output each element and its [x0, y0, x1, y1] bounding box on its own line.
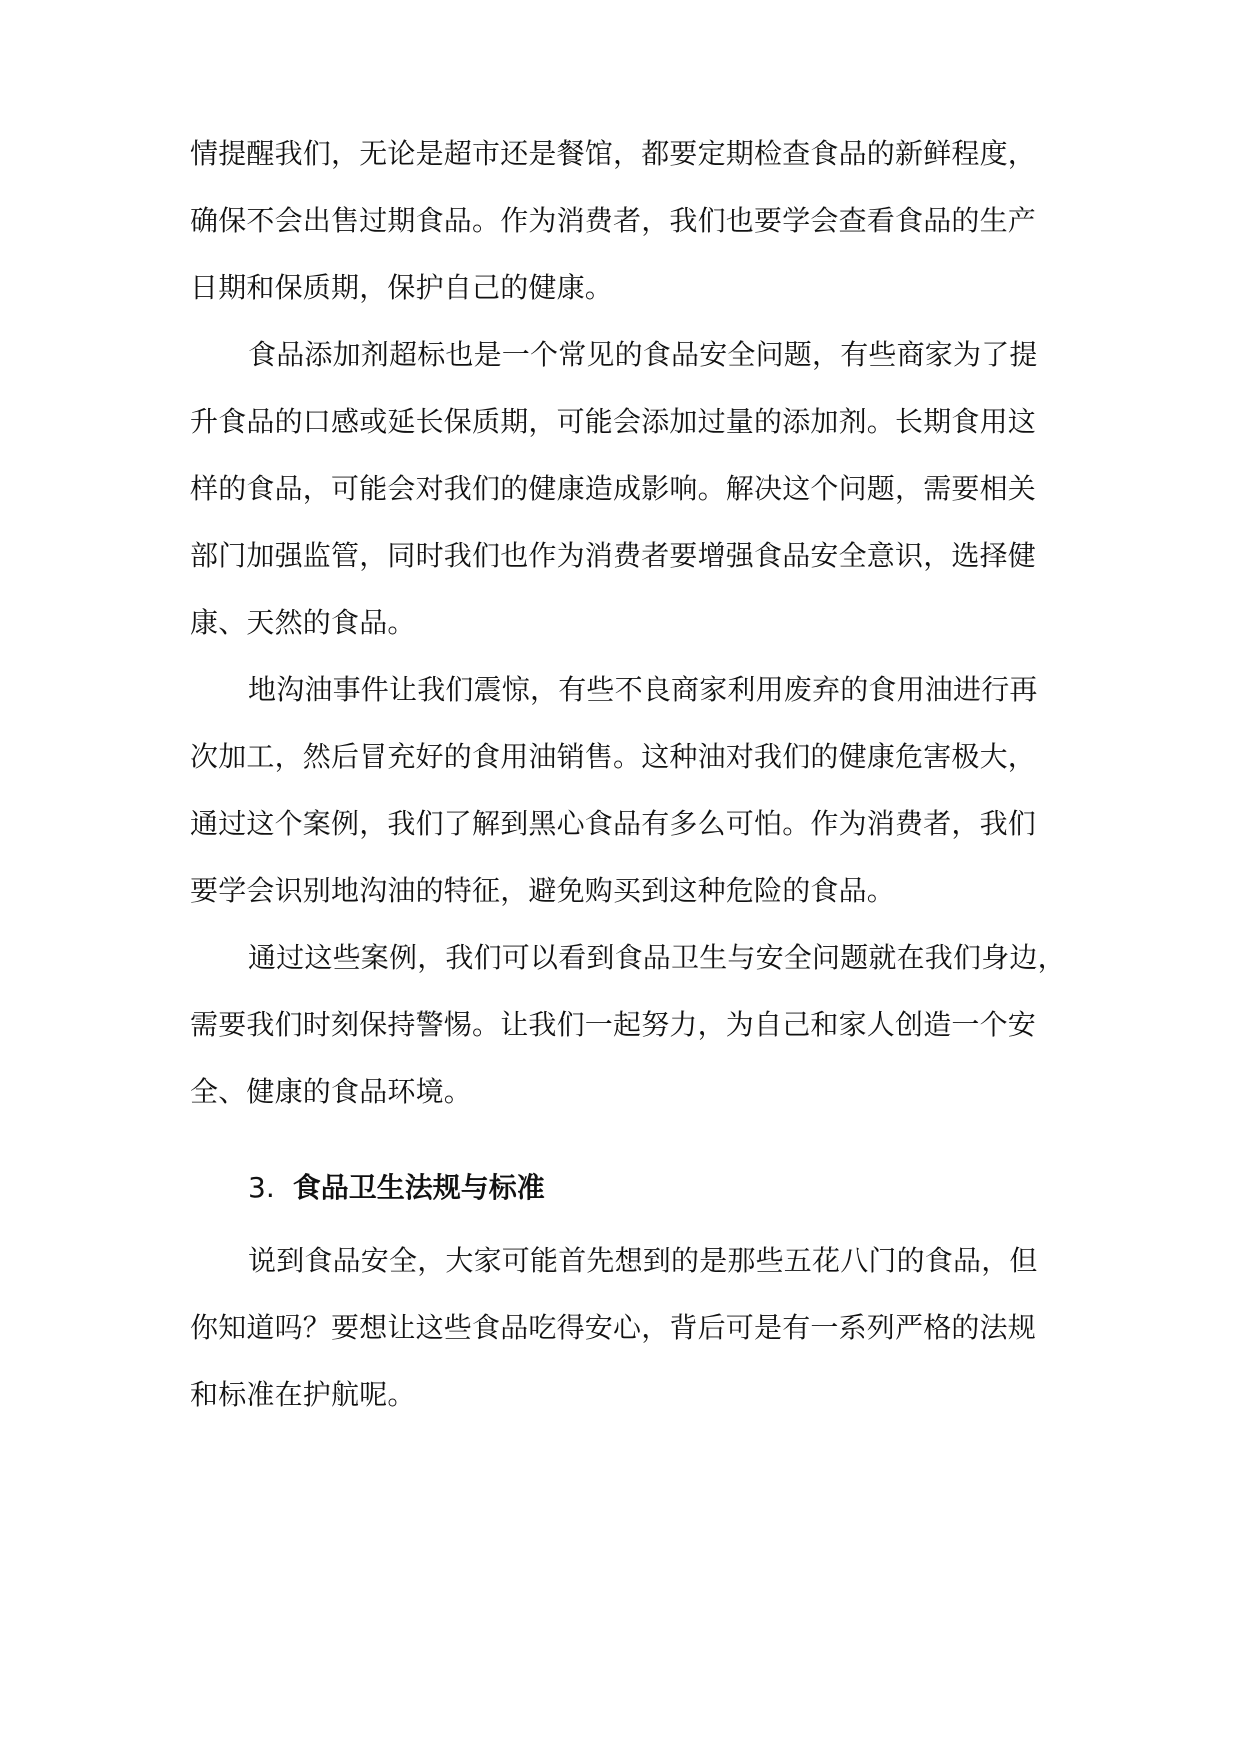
paragraph-2-line-1: 食品添加剂超标也是一个常见的食品安全问题，有些商家为了提: [248, 338, 1038, 371]
paragraph-5-line-3: 和标准在护航呢。: [190, 1378, 416, 1411]
paragraph-1-line-1: 情提醒我们，无论是超市还是餐馆，都要定期检查食品的新鲜程度，: [190, 137, 1037, 170]
paragraph-4-line-1: 通过这些案例，我们可以看到食品卫生与安全问题就在我们身边，: [248, 941, 1066, 974]
paragraph-2-line-3: 样的食品，可能会对我们的健康造成影响。解决这个问题，需要相关: [190, 472, 1037, 505]
section-heading: [248, 1168, 545, 1208]
paragraph-5-line-2: 你知道吗？要想让这些食品吃得安心，背后可是有一系列严格的法规: [190, 1311, 1037, 1344]
section-number: 3.: [248, 1171, 275, 1204]
paragraph-3-line-2: 次加工，然后冒充好的食用油销售。这种油对我们的健康危害极大，: [190, 740, 1037, 773]
paragraph-5-line-1: 说到食品安全，大家可能首先想到的是那些五花八门的食品，但: [248, 1244, 1038, 1277]
paragraph-2-line-2: 升食品的口感或延长保质期，可能会添加过量的添加剂。长期食用这: [190, 405, 1037, 438]
section-title: 食品卫生法规与标准: [292, 1171, 545, 1204]
paragraph-4-line-2: 需要我们时刻保持警惕。让我们一起努力，为自己和家人创造一个安: [190, 1008, 1037, 1041]
paragraph-1-line-2: 确保不会出售过期食品。作为消费者，我们也要学会查看食品的生产: [190, 204, 1037, 237]
paragraph-2-line-5: 康、天然的食品。: [190, 606, 416, 639]
paragraph-3-line-1: 地沟油事件让我们震惊，有些不良商家利用废弃的食用油进行再: [248, 673, 1038, 706]
paragraph-1-line-3: 日期和保质期，保护自己的健康。: [190, 271, 614, 304]
paragraph-3-line-3: 通过这个案例，我们了解到黑心食品有多么可怕。作为消费者，我们: [190, 807, 1037, 840]
paragraph-3-line-4: 要学会识别地沟油的特征，避免购买到这种危险的食品。: [190, 874, 896, 907]
paragraph-2-line-4: 部门加强监管，同时我们也作为消费者要增强食品安全意识，选择健: [190, 539, 1037, 572]
paragraph-4-line-3: 全、健康的食品环境。: [190, 1075, 473, 1108]
